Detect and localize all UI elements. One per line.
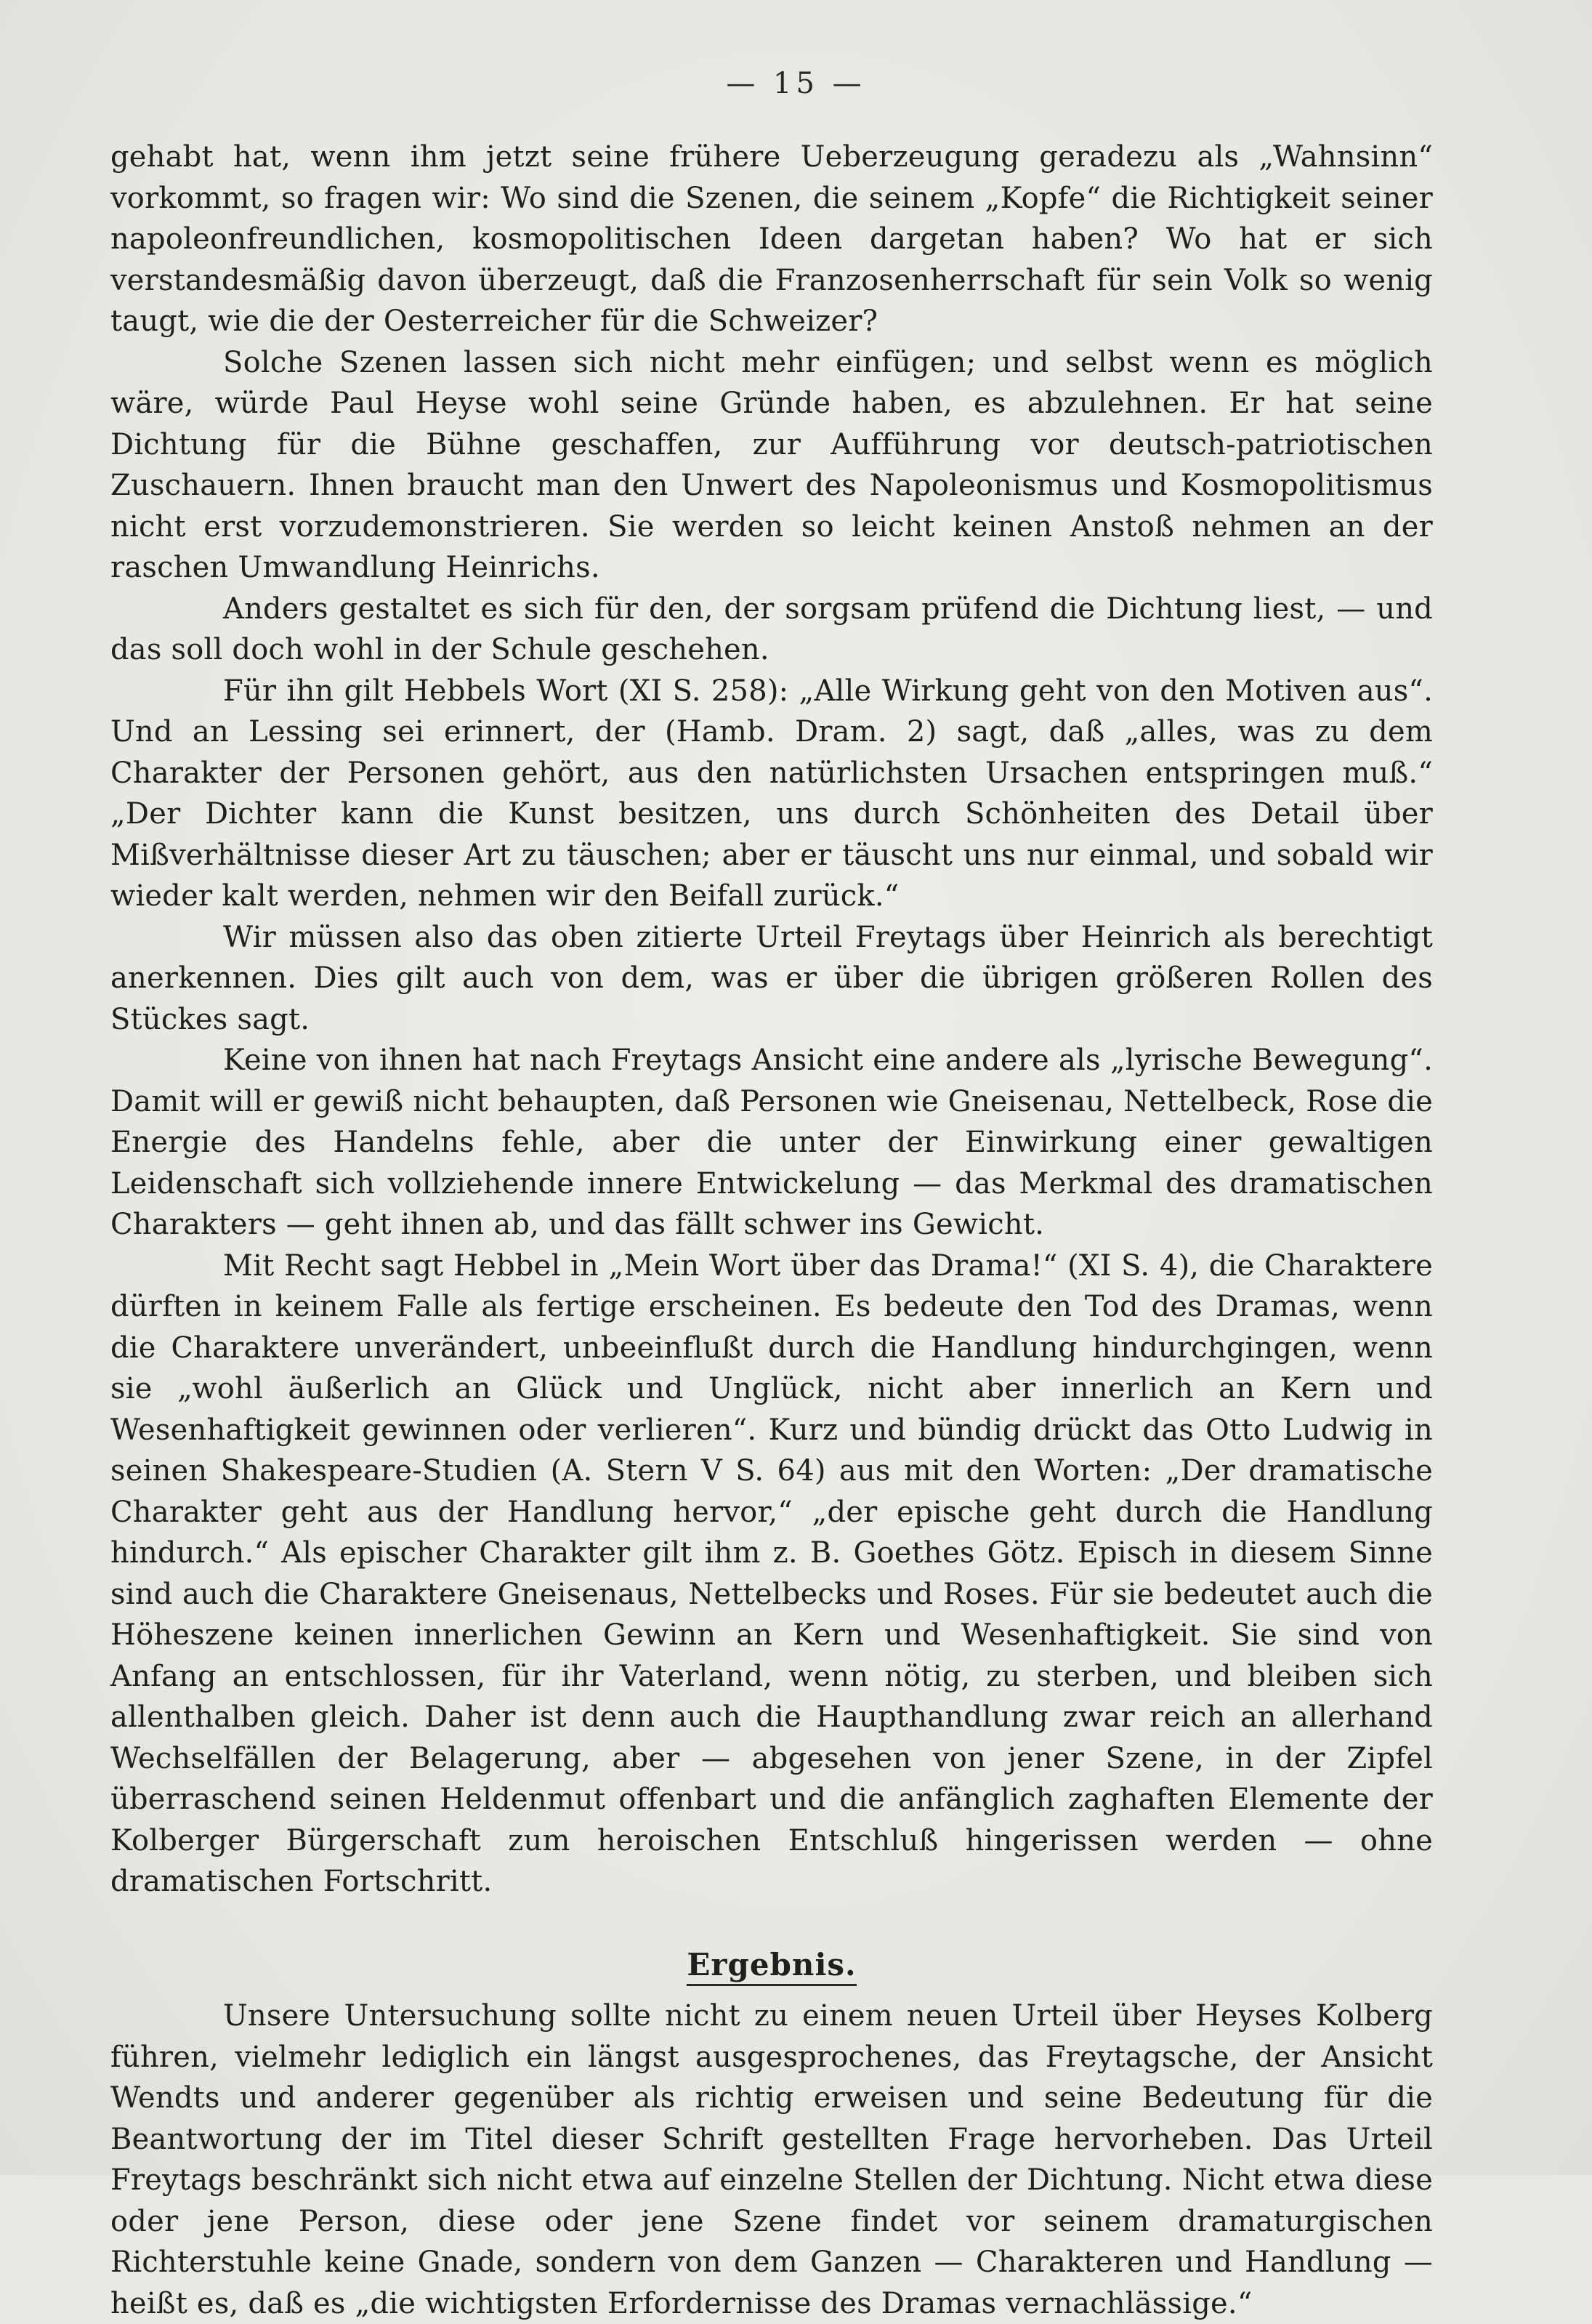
paragraph-6: Keine von ihnen hat nach Freytags Ansicht eine andere als „lyrische Bewegung“. Damit will er gewiß nicht behaupten, daß Personen wie Gneisenau, Nettelbeck, Rose die Energie des Handelns fehle, aber die unter der Einwirkung einer gewaltigen Leidenschaft sich vollziehende innere Entwickelung — das Merkmal des dramatischen Charakters — geht ihnen ab, und das fällt schwer ins Gewicht. [110,1044,1433,1241]
paragraph-2: Solche Szenen lassen sich nicht mehr einfügen; und selbst wenn es möglich wäre, würde Paul Heyse wohl seine Gründe haben, es abzulehnen. Er hat seine Dichtung für die Bühne geschaffen, zur Aufführung vor deutsch-patriotischen Zuschauern. Ihnen braucht man den Unwert des Napoleonismus und Kosmopolitismus nicht erst vorzudemonstrieren. Sie werden so leicht keinen Anstoß nehmen an der raschen Umwandlung Heinrichs. [110,345,1433,584]
paragraph-3: Anders gestaltet es sich für den, der sorgsam prüfend die Dichtung liest, — und das soll doch wohl in der Schule geschehen. [110,592,1433,666]
paragraph-5: Wir müssen also das oben zitierte Urteil Freytags über Heinrich als berechtigt anerkennen. Dies gilt auch von dem, was er über die übrigen größeren Rollen des Stückes sagt. [110,920,1433,1036]
body-text [110,137,1433,2324]
paragraph-7: Mit Recht sagt Hebbel in „Mein Wort über das Drama!“ (XI S. 4), die Charaktere dürften in keinem Falle als fertige erscheinen. Es bedeute den Tod des Dramas, wenn die Charaktere unverändert, unbeeinflußt durch die Handlung hindurchgingen, wenn sie „wohl äußerlich an Glück und Unglück, nicht aber innerlich an Kern und Wesenhaftigkeit gewinnen oder verlieren“. Kurz und bündig drückt das Otto Ludwig in seinen Shakespeare-Studien (A. Stern V S. 64) aus mit den Worten: „Der dramatische Charakter geht aus der Handlung hervor,“ „der epische geht durch die Handlung hindurch.“ Als epischer Charakter gilt ihm z. B. Goethes Götz. Episch in diesem Sinne sind auch die Charaktere Gneisenaus, Nettelbecks und Roses. Für sie bedeutet auch die Höheszene keinen innerlichen Gewinn an Kern und Wesenhaftigkeit. Sie sind von Anfang an entschlossen, für ihr Vaterland, wenn nötig, zu sterben, und bleiben sich allenthalben gleich. Daher ist denn auch die Haupthandlung zwar reich an allerhand Wechselfällen der Belagerung, aber — abgesehen von jener Szene, in der Zipfel überraschend seinen Heldenmut offenbart und die anfänglich zaghaften Elemente der Kolberger Bürgerschaft zum heroischen Entschluß hingerissen werden — ohne dramatischen Fortschritt. [110,1248,1433,1898]
section-heading-text: Ergebnis. [687,1947,856,1986]
paragraph-4: Für ihn gilt Hebbels Wort (XI S. 258): „Alle Wirkung geht von den Motiven aus“. Und an Lessing sei erinnert, der (Hamb. Dram. 2) sagt, daß „alles, was zu dem Charakter der Personen gehört, aus den natürlichsten Ursachen entspringen muß.“ „Der Dichter kann die Kunst besitzen, uns durch Schönheiten des Detail über Mißverhältnisse dieser Art zu täuschen; aber er täuscht uns nur einmal, und sobald wir wieder kalt werden, nehmen wir den Beifall zurück.“ [110,674,1433,913]
paragraph-1: gehabt hat, wenn ihm jetzt seine frühere Ueberzeugung geradezu als „Wahnsinn“ vorkommt, so fragen wir: Wo sind die Szenen, die seinem „Kopfe“ die Richtigkeit seiner napoleonfreundlichen, kosmopolitischen Ideen dargetan haben? Wo hat er sich verstandesmäßig davon überzeugt, daß die Franzosenherrschaft für sein Volk so wenig taugt, wie die der Oesterreicher für die Schweizer? [110,140,1433,338]
result-paragraph: Unsere Untersuchung sollte nicht zu einem neuen Urteil über Heyses Kolberg führen, vielmehr lediglich ein längst ausgesprochenes, das Freytagsche, der Ansicht Wendts und anderer gegenüber als richtig erweisen und seine Bedeutung für die Beantwortung der im Titel dieser Schrift gestellten Frage hervorheben. Das Urteil Freytags beschränkt sich nicht etwa auf einzelne Stellen der Dichtung. Nicht etwa diese oder jene Person, diese oder jene Szene findet vor seinem dramaturgischen Richterstuhle keine Gnade, sondern von dem Ganzen — Charakteren und Handlung — heißt es, daß es „die wichtigsten Erfordernisse des Dramas vernachlässige.“ [110,1999,1433,2320]
section-heading [110,1945,1433,1986]
page-number: — 15 — [726,67,866,100]
